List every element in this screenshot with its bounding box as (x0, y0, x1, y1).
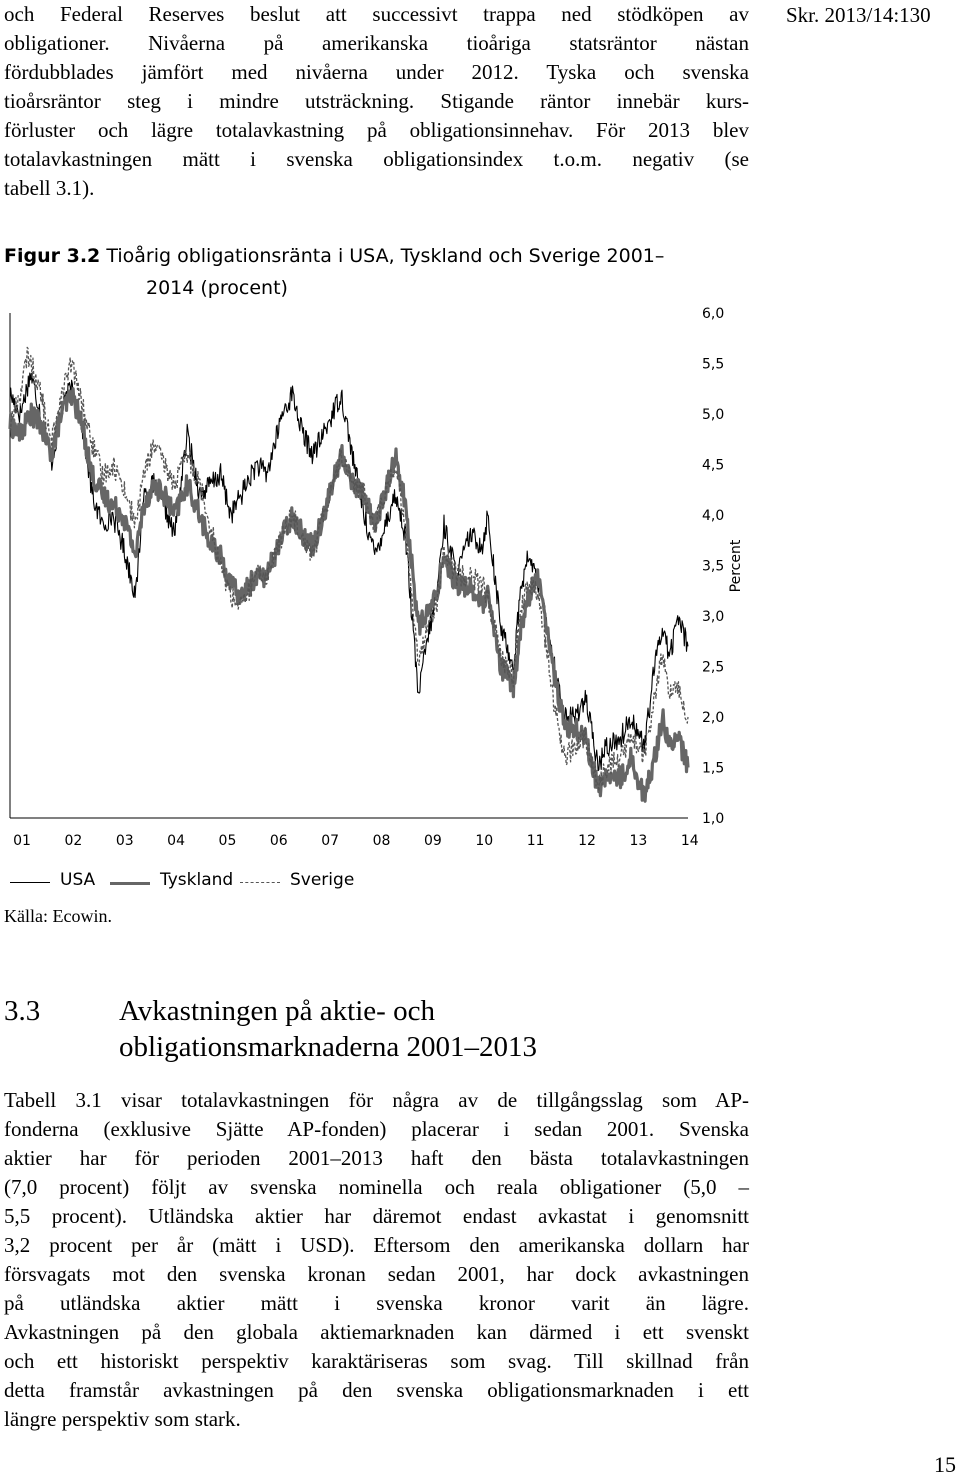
figure-source: Källa: Ecowin. (4, 906, 112, 926)
text-line: fonderna (exklusive Sjätte AP-fonden) placerar i sedan 2001. Svenska (4, 1117, 749, 1141)
y-axis-label: Percent (728, 539, 744, 593)
legend-swatch (240, 882, 280, 883)
document-reference: Skr. 2013/14:130 (786, 3, 931, 27)
legend-swatch (110, 882, 150, 885)
section-title-line-1: Avkastningen på aktie- och (119, 995, 435, 1027)
y-tick-label: 5,0 (702, 407, 725, 423)
x-tick-label: 06 (269, 833, 288, 849)
y-tick-label: 3,5 (702, 558, 725, 575)
figure-title-line-1: Tioårig obligationsränta i USA, Tyskland och Sverige 2001– (106, 245, 665, 267)
y-tick-label: 1,0 (702, 811, 725, 827)
text-line: längre perspektiv som stark. (4, 1407, 241, 1431)
text-line: på utländska aktier mätt i svenska kronor varit än lägre. (4, 1291, 749, 1315)
y-tick-label: 1,5 (702, 760, 725, 777)
text-line: fördubblades jämfört med nivåerna under 2012. Tyska och svenska (4, 60, 749, 84)
text-line: aktier har för perioden 2001–2013 haft den bästa totalavkastningen (4, 1146, 749, 1170)
body-paragraph (4, 1086, 749, 1434)
y-tick-label: 2,0 (702, 710, 725, 726)
y-tick-label: 6,0 (702, 306, 725, 322)
text-line: tioårsräntor steg i mindre utsträckning. Stigande räntor innebär kurs- (4, 89, 749, 113)
series-line-sverige (10, 347, 688, 791)
text-line: och Federal Reserves beslut att successivt trappa ned stödköpen av (4, 2, 749, 26)
x-tick-label: 14 (680, 833, 699, 849)
y-tick-label: 4,5 (702, 457, 725, 474)
x-tick-label: 07 (321, 833, 340, 849)
x-tick-label: 01 (13, 833, 31, 849)
text-line: detta framstår avkastningen på den svenska obligationsmarknaden i ett (4, 1378, 749, 1402)
x-tick-label: 04 (167, 833, 186, 849)
text-line: Avkastningen på den globala aktiemarknaden kan därmed i ett svenskt (4, 1320, 749, 1344)
y-tick-label: 3,0 (702, 609, 725, 625)
text-line: 5,5 procent). Utländska aktier har däremot endast avkastat i genomsnitt (4, 1204, 749, 1228)
text-line: 3,2 procent per år (mätt i USD). Eftersom den amerikanska dollarn har (4, 1233, 749, 1257)
section-title-line-2: obligationsmarknaderna 2001–2013 (119, 1031, 537, 1063)
figure-caption (4, 240, 724, 304)
text-line: tabell 3.1). (4, 176, 95, 200)
text-line: obligationer. Nivåerna på amerikanska tioåriga statsräntor nästan (4, 31, 749, 55)
yield-chart (0, 300, 760, 860)
text-line: (7,0 procent) följt av svenska nominella och reala obligationer (5,0 – (4, 1175, 749, 1199)
legend-label: Tyskland (160, 870, 234, 890)
x-tick-label: 13 (629, 833, 648, 849)
intro-paragraph (4, 0, 749, 203)
legend-label: USA (60, 870, 96, 890)
text-line: förluster och lägre totalavkastning på obligationsinnehav. För 2013 blev (4, 118, 749, 142)
x-tick-label: 11 (526, 833, 545, 849)
figure-title-line-2: 2014 (procent) (146, 277, 288, 299)
page-number: 15 (934, 1452, 956, 1477)
x-tick-label: 02 (64, 833, 83, 849)
x-tick-label: 09 (423, 833, 442, 849)
series-line-usa (10, 373, 688, 770)
figure-label: Figur 3.2 (4, 245, 101, 267)
section-number: 3.3 (4, 995, 41, 1027)
legend-swatch (10, 882, 50, 883)
text-line: Tabell 3.1 visar totalavkastningen för några av de tillgångsslag som AP- (4, 1088, 749, 1112)
x-tick-label: 05 (218, 833, 237, 849)
y-tick-label: 2,5 (702, 659, 725, 676)
legend-label: Sverige (290, 870, 355, 890)
text-line: försvagats mot den svenska kronan sedan 2001, har dock avkastningen (4, 1262, 749, 1286)
y-tick-label: 5,5 (702, 356, 725, 373)
x-tick-label: 10 (475, 833, 494, 849)
y-tick-label: 4,0 (702, 508, 725, 524)
text-line: och ett historiskt perspektiv karaktäriseras som svag. Till skillnad från (4, 1349, 749, 1373)
x-tick-label: 12 (578, 833, 596, 849)
text-line: totalavkastningen mätt i svenska obligationsindex t.o.m. negativ (se (4, 147, 749, 171)
x-tick-label: 03 (115, 833, 134, 849)
x-tick-label: 08 (372, 833, 391, 849)
